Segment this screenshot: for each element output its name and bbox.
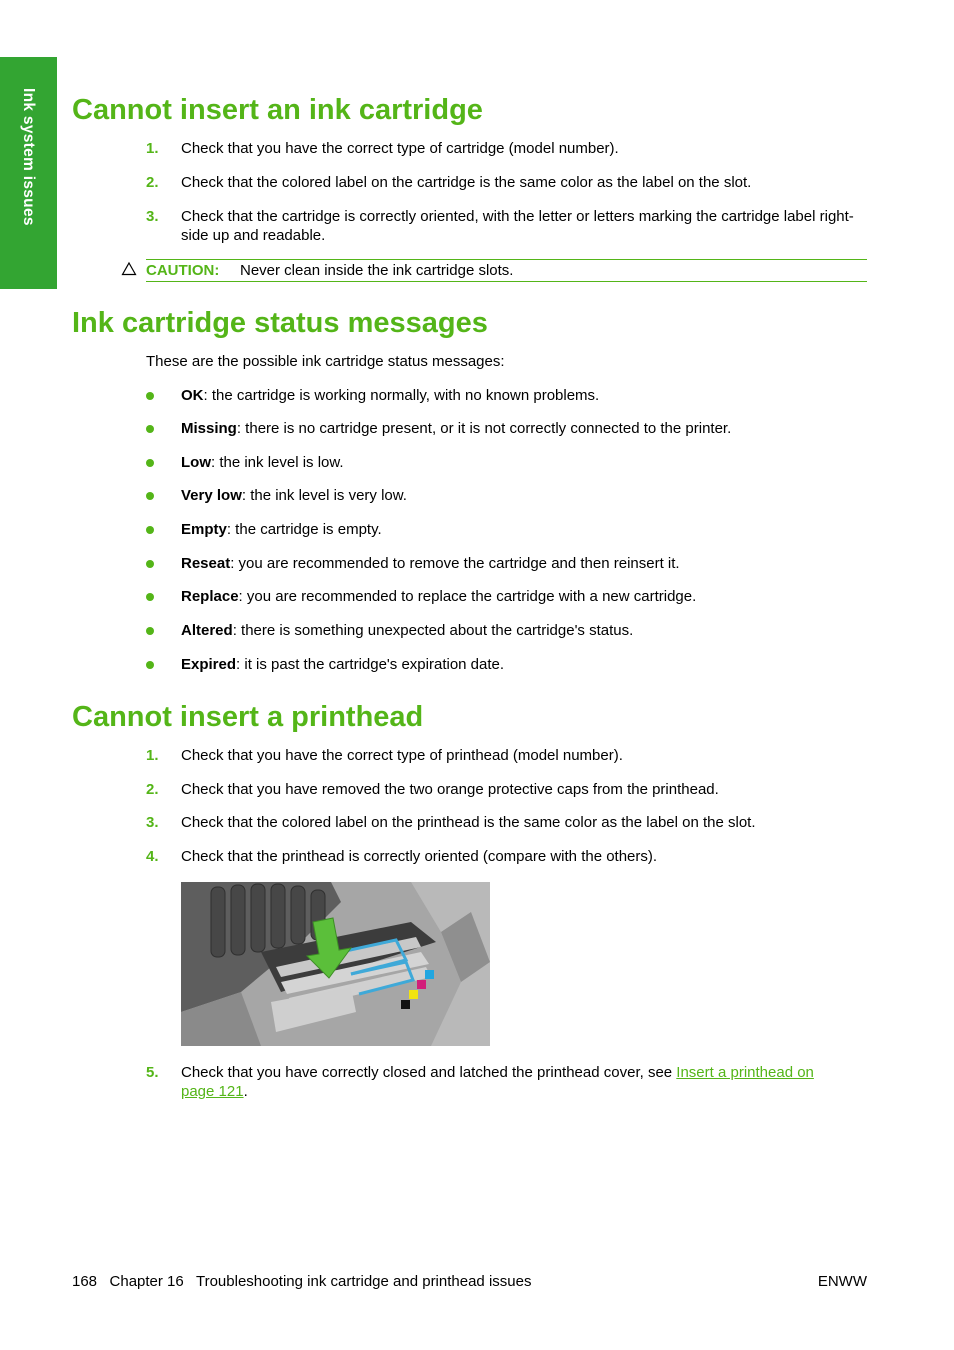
caution-note	[146, 259, 867, 282]
bullet-icon	[146, 459, 154, 467]
step-number: 1.	[146, 140, 159, 157]
side-tab	[0, 57, 57, 289]
status-term: Altered	[181, 622, 233, 639]
status-term: OK	[181, 387, 204, 404]
status-term: Reseat	[181, 555, 231, 572]
step-number: 5.	[146, 1064, 159, 1081]
bullet-icon	[146, 627, 154, 635]
section-title-insert-printhead: Cannot insert a printhead	[72, 701, 424, 733]
printhead-photo	[181, 882, 490, 1046]
section-title-insert-cartridge: Cannot insert an ink cartridge	[72, 94, 483, 126]
status-desc: : the ink level is very low.	[241, 487, 407, 504]
step-text: Check that you have removed the two orange protective caps from the printhead.	[181, 781, 719, 798]
step-text: Check that you have the correct type of cartridge (model number).	[181, 140, 619, 157]
status-desc: : you are recommended to remove the cartridge and then reinsert it.	[230, 555, 680, 572]
status-desc: : there is no cartridge present, or it is not correctly connected to the printer.	[236, 420, 732, 437]
bullet-icon	[146, 526, 154, 534]
step-text: Check that the cartridge is correctly oriented, with the letter or letters marking the cartridge label right-side up and readable.	[181, 208, 854, 244]
bullet-icon	[146, 661, 154, 669]
status-term: Replace	[181, 588, 239, 605]
step-number: 1.	[146, 747, 159, 764]
insert-printhead-link[interactable]: Insert a printhead on page 121	[181, 1064, 814, 1100]
step-number: 2.	[146, 174, 159, 191]
status-term: Missing	[181, 420, 237, 437]
step-text	[181, 1063, 846, 1101]
intro-text: These are the possible ink cartridge status messages:	[146, 353, 505, 370]
step-text: Check that the colored label on the cartridge is the same color as the label on the slot.	[181, 174, 752, 191]
step-text: Check that the colored label on the printhead is the same color as the label on the slot.	[181, 814, 756, 831]
step-number: 2.	[146, 781, 159, 798]
step-number: 3.	[146, 814, 159, 831]
status-desc: : the cartridge is empty.	[226, 521, 382, 538]
step-text: Check that the printhead is correctly oriented (compare with the others).	[181, 848, 658, 865]
footer-chapter: 168 Chapter 16 Troubleshooting ink cartridge and printhead issues	[72, 1273, 532, 1290]
status-desc: : the ink level is low.	[211, 454, 344, 471]
step5-end: .	[243, 1083, 248, 1100]
status-desc: : you are recommended to replace the cartridge with a new cartridge.	[238, 588, 697, 605]
status-desc: : there is something unexpected about the cartridge's status.	[232, 622, 634, 639]
status-term: Empty	[181, 521, 227, 538]
status-desc: : the cartridge is working normally, with no known problems.	[203, 387, 600, 404]
status-term: Low	[181, 454, 211, 471]
bullet-icon	[146, 425, 154, 433]
bullet-icon	[146, 593, 154, 601]
step-number: 4.	[146, 848, 159, 865]
step5-text: Check that you have correctly closed and latched the printhead cover, see	[181, 1064, 677, 1081]
step-number: 3.	[146, 208, 159, 225]
bullet-icon	[146, 492, 154, 500]
status-term: Expired	[181, 656, 237, 673]
bullet-icon	[146, 392, 154, 400]
bullet-icon	[146, 560, 154, 568]
step-text: Check that you have the correct type of printhead (model number).	[181, 747, 623, 764]
status-desc: : it is past the cartridge's expiration date.	[236, 656, 505, 673]
caution-text: Never clean inside the ink cartridge slots.	[240, 262, 514, 279]
warning-triangle-icon	[121, 261, 137, 277]
side-tab-label: Ink system issues	[20, 88, 37, 226]
caution-label: CAUTION:	[146, 262, 220, 279]
section-title-status-messages: Ink cartridge status messages	[72, 307, 488, 339]
status-term: Very low	[181, 487, 242, 504]
footer-enww: ENWW	[817, 1273, 867, 1290]
printhead-illustration	[181, 882, 490, 1046]
